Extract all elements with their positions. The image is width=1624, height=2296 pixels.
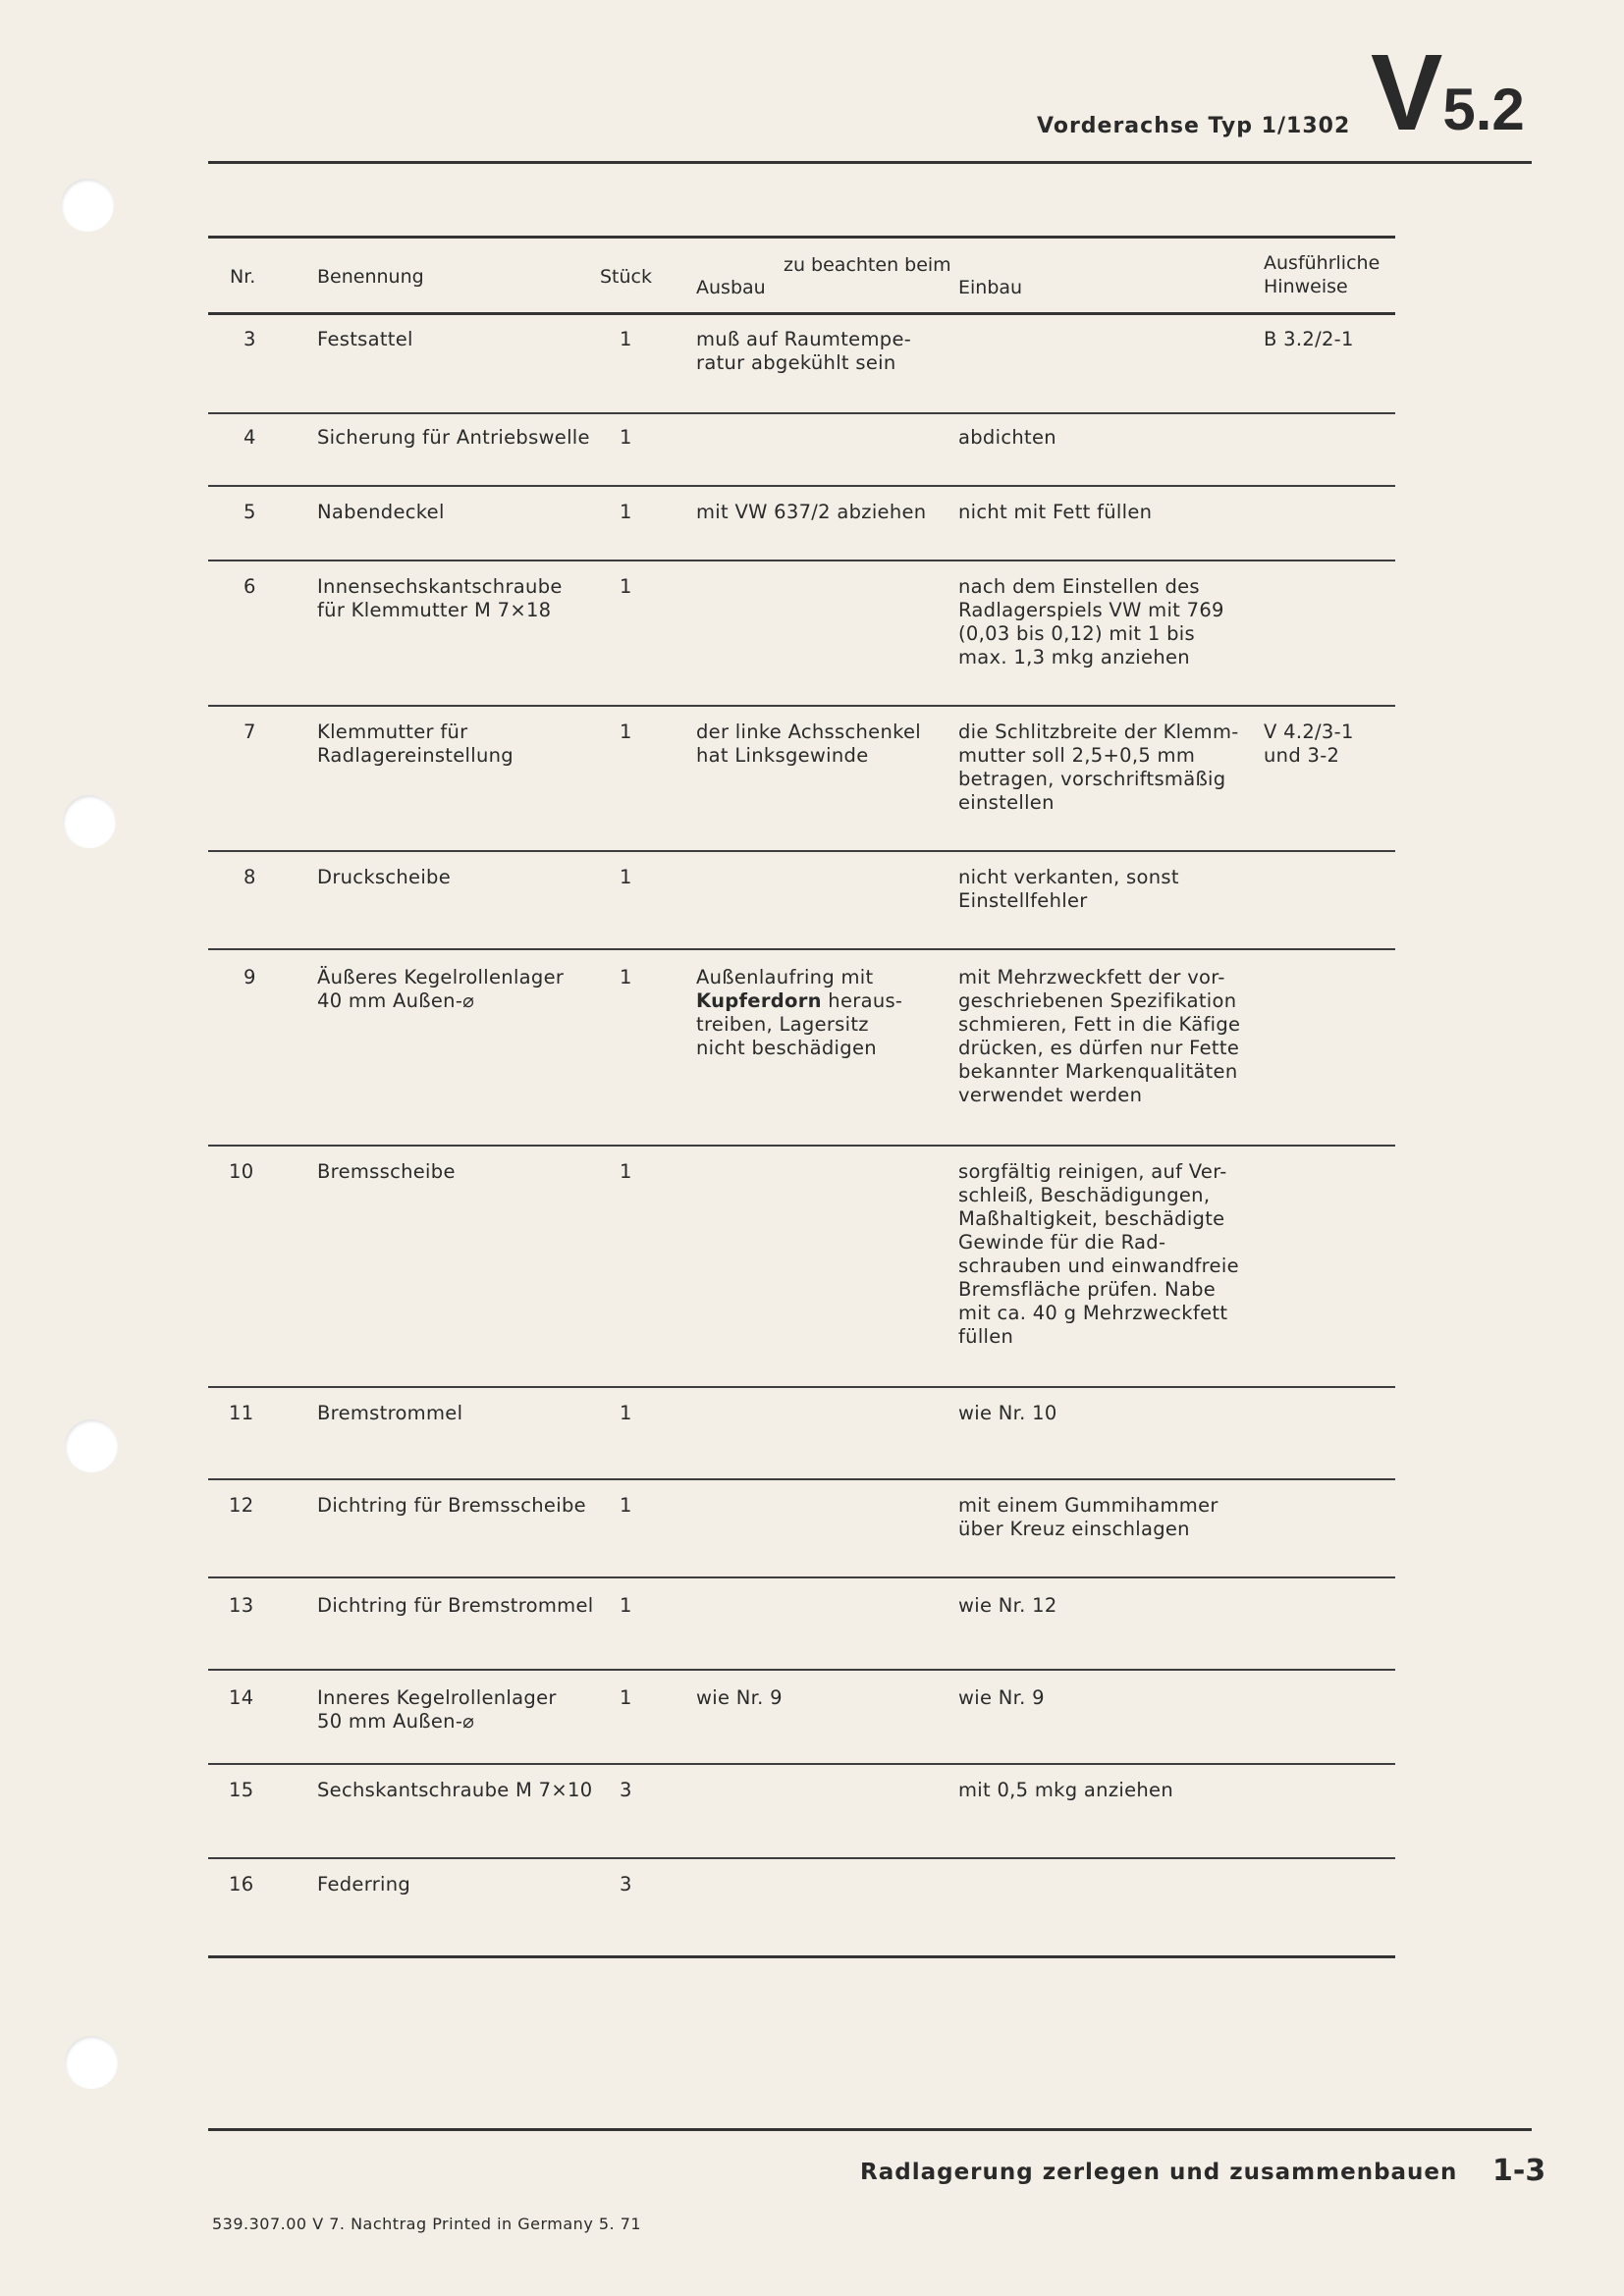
cell-nr: 4 — [244, 426, 256, 449]
cell-benennung — [317, 1873, 410, 1896]
cell-benennung — [317, 966, 564, 1013]
cell-stueck: 1 — [620, 1160, 632, 1183]
cell-einbau-line: (0,03 bis 0,12) mit 1 bis — [958, 622, 1195, 645]
col-header-nr: Nr. — [230, 266, 256, 288]
cell-ausbau — [696, 721, 921, 768]
page-header-title: Vorderachse Typ 1/1302 — [1037, 114, 1351, 138]
cell-einbau — [958, 426, 1056, 450]
cell-einbau-line: wie Nr. 9 — [958, 1686, 1045, 1709]
cell-benennung-line: 50 mm Außen-⌀ — [317, 1710, 475, 1733]
cell-einbau-line: abdichten — [958, 426, 1056, 449]
cell-einbau — [958, 501, 1152, 524]
punch-hole — [63, 795, 116, 848]
section-letter: V — [1371, 32, 1443, 153]
cell-benennung-line: Äußeres Kegelrollenlager — [317, 966, 565, 988]
punch-hole — [61, 179, 114, 232]
cell-ausbau-line: nicht beschädigen — [696, 1037, 877, 1059]
cell-benennung-line: Sicherung für Antriebswelle — [317, 426, 590, 449]
col-header-hinweise-2: Hinweise — [1264, 276, 1348, 297]
row-separator — [208, 1145, 1395, 1147]
cell-einbau-line: Einstellfehler — [958, 889, 1088, 912]
cell-einbau-line: Bremsfläche prüfen. Nabe — [958, 1278, 1217, 1301]
cell-einbau — [958, 1402, 1057, 1425]
cell-einbau-line: verwendet werden — [958, 1084, 1143, 1106]
cell-einbau-line: Radlagerspiels VW mit 769 — [958, 599, 1224, 621]
cell-ausbau-line: muß auf Raumtempe- — [696, 328, 912, 350]
cell-benennung — [317, 1494, 586, 1518]
cell-ausbau-line: Außenlaufring mit — [696, 966, 874, 988]
cell-ausbau — [696, 1686, 783, 1710]
cell-benennung-line: Innensechskantschraube — [317, 575, 563, 598]
cell-nr: 9 — [244, 966, 256, 988]
cell-benennung-line: Bremstrommel — [317, 1402, 463, 1424]
cell-benennung-line: Federring — [317, 1873, 411, 1896]
cell-benennung — [317, 426, 590, 450]
cell-nr: 16 — [229, 1873, 254, 1896]
cell-einbau — [958, 1494, 1218, 1541]
cell-einbau-line: Gewinde für die Rad- — [958, 1231, 1166, 1254]
cell-einbau — [958, 575, 1224, 669]
cell-stueck: 1 — [620, 1402, 632, 1424]
cell-nr: 3 — [244, 328, 256, 350]
cell-einbau-line: schmieren, Fett in die Käfige — [958, 1013, 1241, 1036]
cell-benennung — [317, 575, 563, 622]
row-separator — [208, 412, 1395, 414]
cell-stueck: 1 — [620, 575, 632, 598]
cell-stueck: 3 — [620, 1779, 632, 1801]
row-separator — [208, 705, 1395, 707]
cell-hinweise-line: B 3.2/2-1 — [1264, 328, 1354, 350]
cell-nr: 12 — [229, 1494, 254, 1517]
cell-einbau-line: betragen, vorschriftsmäßig — [958, 768, 1226, 790]
cell-einbau-line: mit einem Gummihammer — [958, 1494, 1218, 1517]
cell-stueck: 1 — [620, 501, 632, 523]
cell-benennung-line: Nabendeckel — [317, 501, 445, 523]
cell-einbau-line: mit ca. 40 g Mehrzweckfett — [958, 1302, 1228, 1324]
cell-einbau-line: schleiß, Beschädigungen, — [958, 1184, 1211, 1206]
col-header-stueck: Stück — [600, 266, 653, 288]
cell-benennung — [317, 866, 451, 889]
cell-stueck: 1 — [620, 966, 632, 988]
row-separator — [208, 1857, 1395, 1859]
cell-einbau — [958, 866, 1179, 913]
print-info: 539.307.00 V 7. Nachtrag Printed in Germany 5. 71 — [212, 2215, 642, 2233]
cell-benennung — [317, 1779, 592, 1802]
cell-einbau-line: nach dem Einstellen des — [958, 575, 1200, 598]
cell-benennung — [317, 1594, 593, 1618]
cell-benennung-line: Klemmutter für — [317, 721, 468, 743]
cell-einbau-line: nicht verkanten, sonst — [958, 866, 1179, 888]
section-number: 5.2 — [1442, 77, 1525, 142]
row-separator — [208, 948, 1395, 950]
cell-nr: 15 — [229, 1779, 254, 1801]
cell-benennung — [317, 721, 514, 768]
cell-stueck: 1 — [620, 721, 632, 743]
cell-einbau-line: Maßhaltigkeit, beschädigte — [958, 1207, 1225, 1230]
cell-benennung-line: Druckscheibe — [317, 866, 452, 888]
cell-ausbau — [696, 966, 902, 1060]
row-separator — [208, 1955, 1395, 1958]
cell-benennung-line: Bremsscheibe — [317, 1160, 456, 1183]
cell-stueck: 1 — [620, 1494, 632, 1517]
page-number: 1-3 — [1492, 2154, 1546, 2188]
cell-ausbau-line: Kupferdorn heraus- — [696, 989, 903, 1012]
cell-nr: 5 — [244, 501, 256, 523]
cell-benennung — [317, 1686, 557, 1734]
cell-einbau — [958, 1594, 1057, 1618]
cell-nr: 7 — [244, 721, 256, 743]
cell-einbau — [958, 1686, 1045, 1710]
cell-einbau-line: mit 0,5 mkg anziehen — [958, 1779, 1174, 1801]
cell-nr: 10 — [229, 1160, 254, 1183]
cell-einbau — [958, 966, 1240, 1107]
cell-benennung-line: Dichtring für Bremsscheibe — [317, 1494, 586, 1517]
cell-einbau-line: füllen — [958, 1325, 1014, 1348]
row-separator — [208, 1669, 1395, 1671]
cell-nr: 6 — [244, 575, 256, 598]
cell-einbau-line: mit Mehrzweckfett der vor- — [958, 966, 1225, 988]
cell-benennung — [317, 1402, 462, 1425]
cell-benennung-line: Radlagereinstellung — [317, 744, 514, 767]
cell-einbau-line: geschriebenen Spezifikation — [958, 989, 1237, 1012]
footer-rule — [208, 2128, 1532, 2131]
cell-benennung — [317, 1160, 456, 1184]
cell-einbau — [958, 1160, 1239, 1349]
row-separator — [208, 1386, 1395, 1388]
cell-einbau-line: sorgfältig reinigen, auf Ver- — [958, 1160, 1227, 1183]
cell-benennung-line: Festsattel — [317, 328, 413, 350]
cell-hinweise — [1264, 328, 1354, 351]
cell-benennung-line: 40 mm Außen-⌀ — [317, 989, 475, 1012]
header-rule — [208, 161, 1532, 164]
cell-nr: 14 — [229, 1686, 254, 1709]
cell-hinweise-line: V 4.2/3-1 — [1264, 721, 1354, 743]
col-header-benennung: Benennung — [317, 266, 424, 288]
table-header-rule — [208, 312, 1395, 315]
cell-ausbau — [696, 328, 911, 375]
cell-ausbau-line: hat Linksgewinde — [696, 744, 869, 767]
footer-title: Radlagerung zerlegen und zusammenbauen — [860, 2160, 1458, 2185]
cell-hinweise — [1264, 721, 1354, 768]
cell-hinweise-line: und 3-2 — [1264, 744, 1340, 767]
cell-einbau-line: nicht mit Fett füllen — [958, 501, 1153, 523]
cell-einbau-line: die Schlitzbreite der Klemm- — [958, 721, 1239, 743]
row-separator — [208, 560, 1395, 561]
cell-einbau-line: wie Nr. 12 — [958, 1594, 1057, 1617]
col-header-ausbau: Ausbau — [696, 277, 766, 298]
cell-einbau-line: mutter soll 2,5+0,5 mm — [958, 744, 1196, 767]
cell-einbau-line: einstellen — [958, 791, 1055, 814]
cell-benennung — [317, 328, 413, 351]
cell-nr: 11 — [229, 1402, 254, 1424]
punch-hole — [65, 2036, 118, 2089]
cell-benennung-line: Inneres Kegelrollenlager — [317, 1686, 557, 1709]
cell-benennung-line: für Klemmutter M 7×18 — [317, 599, 552, 621]
cell-ausbau — [696, 501, 926, 524]
cell-einbau-line: schrauben und einwandfreie — [958, 1255, 1239, 1277]
cell-stueck: 1 — [620, 1686, 632, 1709]
cell-einbau — [958, 721, 1239, 815]
cell-einbau-line: drücken, es dürfen nur Fette — [958, 1037, 1240, 1059]
row-separator — [208, 1576, 1395, 1578]
row-separator — [208, 1763, 1395, 1765]
cell-ausbau-line: wie Nr. 9 — [696, 1686, 783, 1709]
cell-stueck: 1 — [620, 426, 632, 449]
row-separator — [208, 485, 1395, 487]
cell-benennung — [317, 501, 445, 524]
section-code — [1371, 32, 1525, 153]
cell-einbau-line: über Kreuz einschlagen — [958, 1518, 1190, 1540]
cell-einbau — [958, 1779, 1173, 1802]
col-header-einbau: Einbau — [958, 277, 1023, 298]
cell-nr: 8 — [244, 866, 256, 888]
row-separator — [208, 850, 1395, 852]
col-header-hinweise-1: Ausführliche — [1264, 252, 1380, 274]
cell-stueck: 1 — [620, 866, 632, 888]
cell-benennung-line: Dichtring für Bremstrommel — [317, 1594, 594, 1617]
punch-hole — [65, 1419, 118, 1472]
cell-nr: 13 — [229, 1594, 254, 1617]
cell-ausbau-line: treiben, Lagersitz — [696, 1013, 869, 1036]
col-header-group: zu beachten beim — [784, 254, 951, 276]
cell-stueck: 1 — [620, 1594, 632, 1617]
cell-ausbau-line: mit VW 637/2 abziehen — [696, 501, 927, 523]
cell-ausbau-line: ratur abgekühlt sein — [696, 351, 896, 374]
cell-stueck: 3 — [620, 1873, 632, 1896]
table-top-rule — [208, 236, 1395, 239]
row-separator — [208, 1478, 1395, 1480]
cell-benennung-line: Sechskantschraube M 7×10 — [317, 1779, 593, 1801]
cell-ausbau-line: der linke Achsschenkel — [696, 721, 922, 743]
cell-einbau-line: wie Nr. 10 — [958, 1402, 1057, 1424]
cell-stueck: 1 — [620, 328, 632, 350]
cell-einbau-line: max. 1,3 mkg anziehen — [958, 646, 1190, 668]
cell-einbau-line: bekannter Markenqualitäten — [958, 1060, 1238, 1083]
